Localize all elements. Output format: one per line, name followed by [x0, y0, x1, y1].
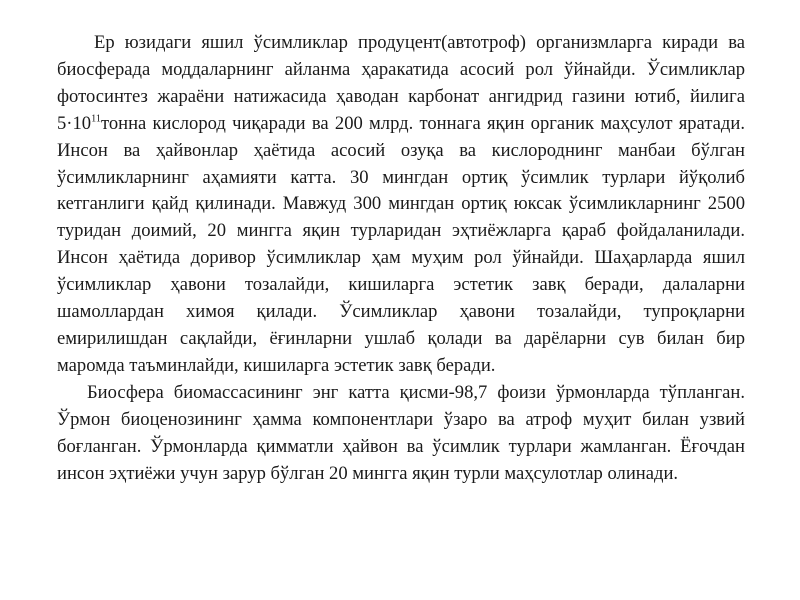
document-body — [57, 30, 745, 487]
paragraph-plants-text-end: тонна кислород чиқаради ва 200 млрд. тоннага яқин органик маҳсулот яратади. Инсон ва ҳайвонлар ҳаётида асосий озуқа ва кислороднинг манбаи бўлган ўсимликларнинг аҳамияти катта. 30 мингдан ортиқ ўсимлик турлари йўқолиб кетганлиги қайд қилинади. Мавжуд 300 мингдан ортиқ юксак ўсимликларнинг 2500 туридан доимий, 20 мингга яқин турларидан эҳтиёжларга қараб фойдаланилади. Инсон ҳаётида доривор ўсимликлар ҳам муҳим рол ўйнайди. Шаҳарларда яшил ўсимликлар ҳавони тозалайди, кишиларга эстетик завқ беради, далаларни шамоллардан химоя қилади. Ўсимликлар ҳавони тозалайди, тупроқларни емирилишдан сақлайди, ёғинларни ушлаб қолади ва дарёларни сув билан бир маромда таъминлайди, кишиларга эстетик завқ беради. — [57, 112, 745, 376]
oxygen-exponent: 11 — [91, 113, 101, 125]
paragraph-plants — [57, 30, 745, 380]
paragraph-plants-text-start: Ер юзидаги яшил ўсимликлар продуцент(автотроф) организмларга киради ва биосферада моддаларнинг айланма ҳаракатида асосий рол ўйнайди. Ўсимликлар фотосинтез жараёни натижасида ҳаводан карбонат ангидрид газини ютиб, йилига 5·10 — [57, 32, 745, 134]
paragraph-forests: Биосфера биомассасининг энг катта қисми-98,7 фоизи ўрмонларда тўпланган. Ўрмон биоценозининг ҳамма компонентлари ўзаро ва атроф муҳит билан узвий боғланган. Ўрмонларда қимматли ҳайвон ва ўсимлик турлари жамланган. Ёғочдан инсон эҳтиёжи учун зарур бўлган 20 мингга яқин турли маҳсулотлар олинади. — [57, 381, 745, 484]
